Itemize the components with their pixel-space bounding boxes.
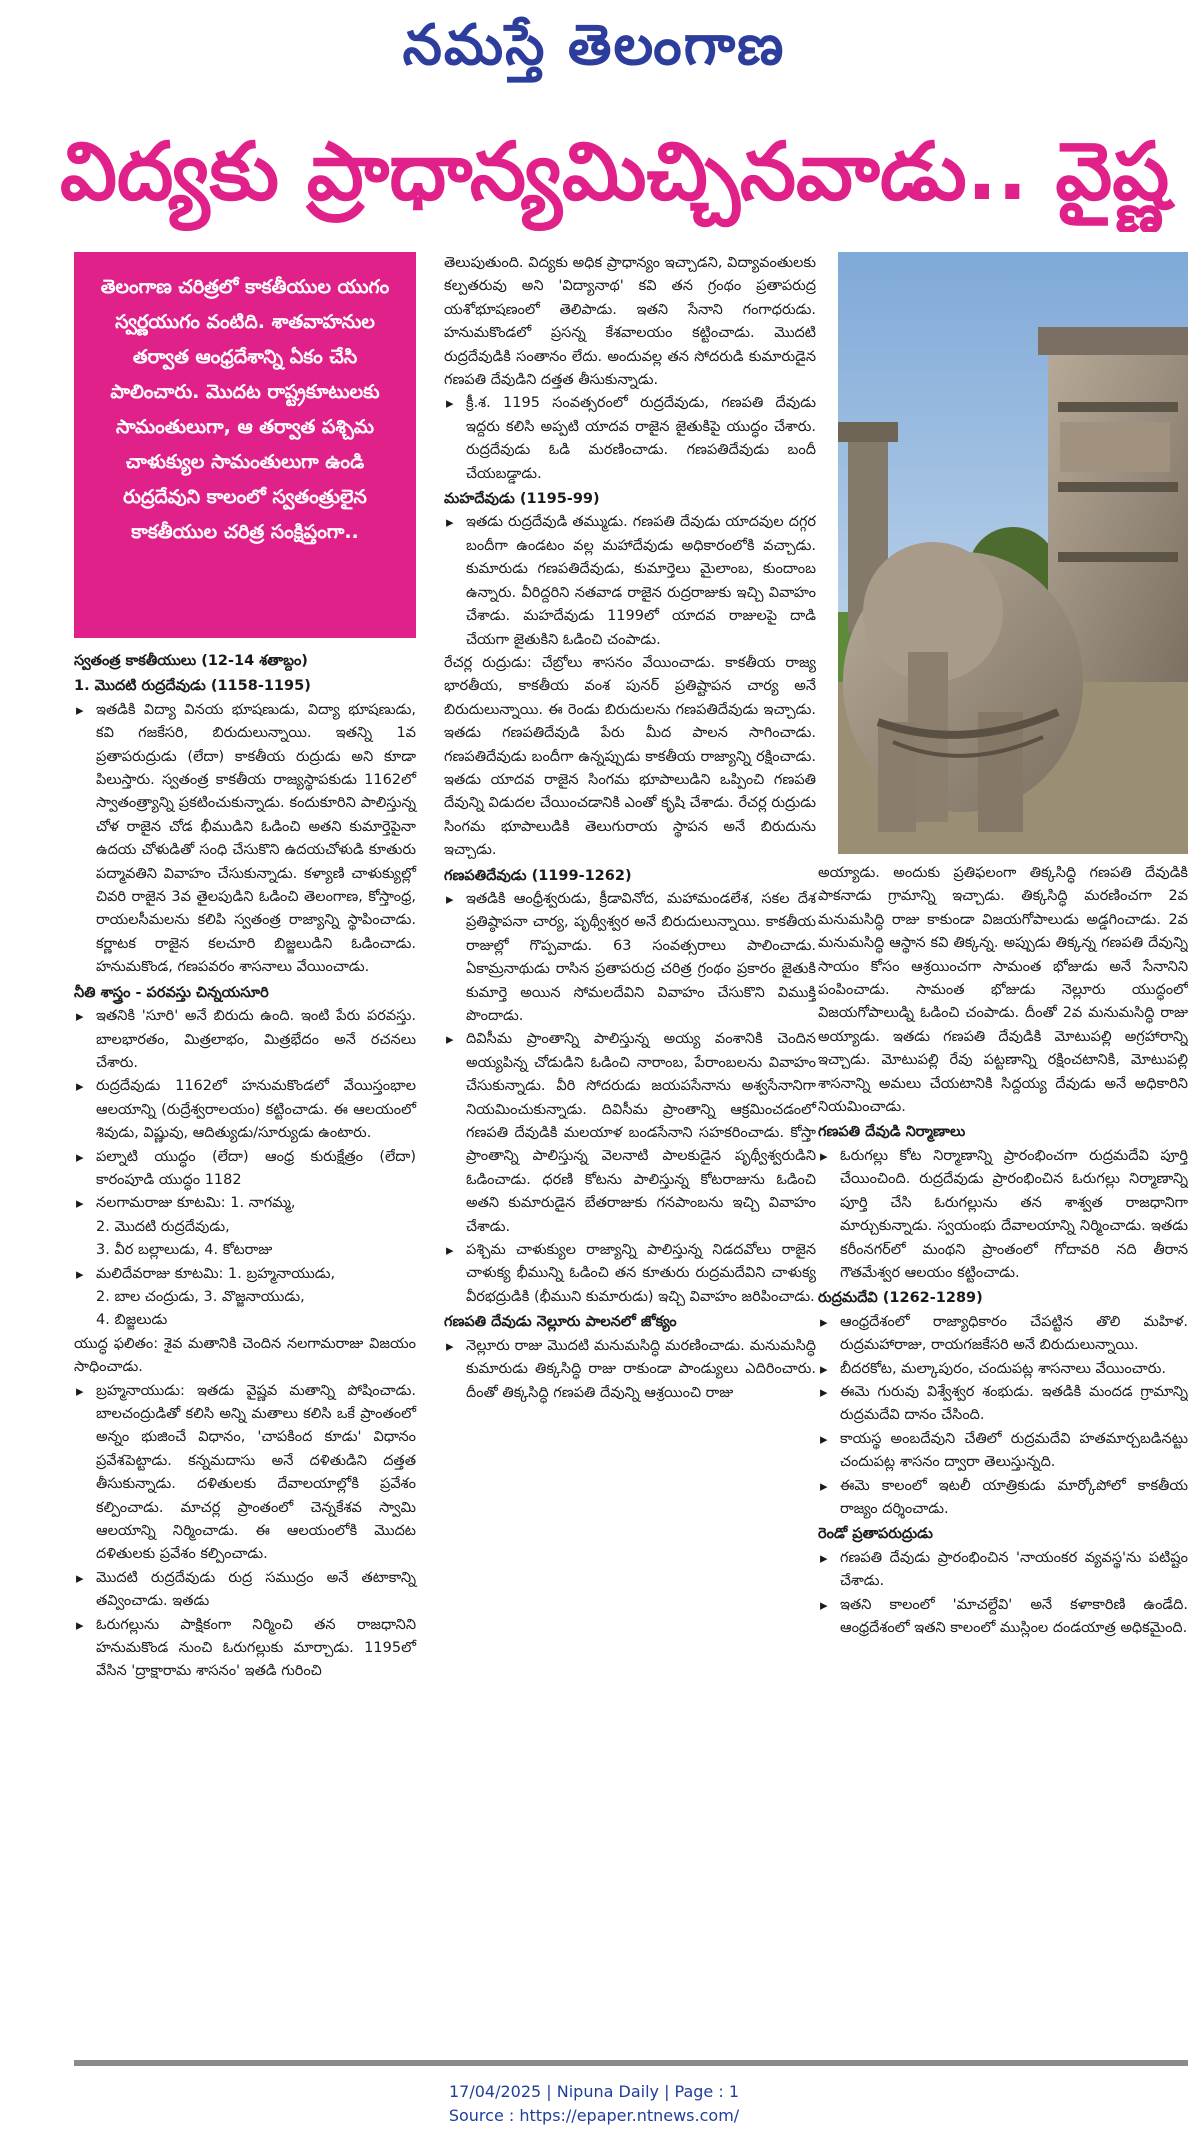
paragraph: 2. మొదటి రుద్రదేవుడు,: [96, 1218, 230, 1235]
bullet-paragraph: ▸ పశ్చిమ చాళుక్యుల రాజ్యాన్ని పాలిస్తున్న నిడదవోలు రాజైన చాళుక్య భీమున్ని ఓడించి తన కూతురు రుద్రమదేవిని చాళుక్య వీరభద్రుడికి (భీముని కుమారుడు) ఇచ్చి వివాహం జరిపించాడు.: [444, 1239, 816, 1309]
bullet-paragraph: ▸ మొదటి రుద్రదేవుడు రుద్ర సముద్రం అనే తటాకాన్ని తవ్వించాడు. ఇతడు: [74, 1567, 416, 1614]
footer-rule: [74, 2060, 1188, 2066]
intro-box: తెలంగాణ చరిత్రలో కాకతీయుల యుగం స్వర్ణయుగం వంటిది. శాతవాహనుల తర్వాత ఆంధ్రదేశాన్ని ఏకం చేసి పాలించారు. మొదట రాష్ట్రకూటులకు సామంతులుగా, ఆ తర్వాత పశ్చిమ చాళుక్యుల సామంతులుగా ఉండి రుద్రదేవుని కాలంలో స్వతంత్రులైన కాకతీయుల చరిత్ర సంక్షిప్తంగా..: [74, 252, 416, 638]
bullet-paragraph: ▸ ఆంధ్రదేశంలో రాజ్యాధికారం చేపట్టిన తొలి మహిళ. రుద్రమహారాజు, రాయగజకేసరి అనే బిరుదులున్నాయి.: [818, 1311, 1188, 1358]
bullet-paragraph: ▸ బీదరకోట, మల్కాపురం, చందుపట్ల శాసనాలు వేయించారు.: [818, 1358, 1188, 1381]
paragraph: తెలుపుతుంది. విద్యకు అధిక ప్రాధాన్యం ఇచ్చాడని, విద్యావంతులకు కల్పతరువు అని 'విద్యానాథ' కవి తన గ్రంథం ప్రతాపరుద్ర యశోభూషణంలో తెలిపాడు. ఇతని సేనాని గంగాధరుడు. హనుమకొండలో ప్రసన్న కేశవాలయం కట్టించాడు. మొదటి రుద్రదేవుడికి సంతానం లేదు. అందువల్ల తన సోదరుడి కుమారుడైన గణపతి దేవుడిని దత్తత తీసుకున్నాడు.: [444, 255, 816, 389]
bullet-paragraph: ▸ ఈమె కాలంలో ఇటలీ యాత్రికుడు మార్కోపోలో కాకతీయ రాజ్యం దర్శించాడు.: [818, 1475, 1188, 1522]
bullet-paragraph: ▸ ఇతడికి విద్యా వినయ భూషణుడు, విద్యా భూషణుడు, కవి గజకేసరి, బిరుదులున్నాయి. ఇతన్ని 1వ ప్రతాపరుద్రుడు (లేదా) కాకతీయ రుద్రుడు అని కూడా పిలుస్తారు. స్వతంత్ర కాకతీయ రాజ్యస్థాపకుడు 1162లో స్వాతంత్ర్యాన్ని ప్రకటించుకున్నాడు. కందుకూరిని పాలిస్తున్న చోళ రాజైన చోడ భీముడిని ఓడించి అతని కుమార్తెపైనా ఉదయ చోళుడితో సంధి చేసుకొని ఉదయచోళుడి కూతురు పద్మావతిని వివాహం చేసుకున్నాడు. కళ్యాణి చాళుక్యుల్లో చివరి రాజైన 3వ తైలపుడిని ఓడించి తెలంగాణ, కోస్తాంధ్ర, రాయలసీమలను కలిపి స్వతంత్ర రాజ్యాన్ని స్థాపించాడు. కర్ణాటక రాజైన కలచూరి బిజ్జలుడిని ఓడించాడు. హనుమకొండ, గణపవరం శాసనాలు వేయించాడు.: [74, 699, 416, 980]
bullet-paragraph: ▸ ఇతడికి ఆంధ్రీశ్వరుడు, క్రీడావినోద, మహామండలేశ, సకల దేశ ప్రతిష్ఠాపనా చార్య, పృథ్వీశ్వర అనే బిరుదులున్నాయి. కాకతీయ రాజుల్లో గొప్పవాడు. 63 సంవత్సరాలు పాలించాడు. ఏకామ్రనాథుడు రాసిన ప్రతాపరుద్ర చరిత్ర గ్రంథం ప్రకారం జైతుకి కుమార్తె అయిన సోమలదేవిని వివాహం చేసుకొని విముక్తి పొందాడు.: [444, 888, 816, 1028]
elephant-statue-image: [838, 252, 1188, 854]
bullet-paragraph: ▸ నెల్లూరు రాజు మొదటి మనుమసిద్ధి మరణించాడు. మనుమసిద్ధి కుమారుడు తిక్కసిద్ధి రాజు రాకుండా పాండ్యులు ఎదిరించారు. దీంతో తిక్కసిద్ధి గణపతి దేవున్ని ఆశ్రయించి రాజు: [444, 1335, 816, 1405]
bullet-paragraph: ▸ దివిసీమ ప్రాంతాన్ని పాలిస్తున్న అయ్య వంశానికి చెందిన అయ్యపిన్న చోడుడిని ఓడించి నారాంబ, పేరాంబలను వివాహం చేసుకున్నాడు. వీరి సోదరుడు జయపసేనాను అశ్వసేనానిగా నియమించుకున్నాడు. దివిసీమ ప్రాంతాన్ని ఆక్రమించడంలో గణపతి దేవుడికి మలయాళ బండసేనాని సహకరించాడు. కోస్తా ప్రాంతాన్ని పాలిస్తున్న వెలనాటి పాలకుడైన పృథ్వీశ్వరుడిని ఓడించాడు. ధరణి కోటను పాలిస్తున్న కోటరాజును ఓడించి అతని కుమారుడైన బేతరాజుకు గనపాంబను ఇచ్చి వివాహం చేశాడు.: [444, 1028, 816, 1239]
section-heading: స్వతంత్ర కాకతీయులు (12-14 శతాబ్దం): [74, 653, 308, 669]
bullet-paragraph: ▸ నలగామరాజు కూటమి: 1. నాగమ్మ,: [74, 1192, 416, 1215]
bullet-paragraph: ▸ ఓరుగల్లు కోట నిర్మాణాన్ని ప్రారంభించగా రుద్రమదేవి పూర్తి చేయించింది. రుద్రదేవుడు ప్రారంభించిన ఓరుగల్లు నిర్మాణాన్ని పూర్తి చేసి ఓరుగల్లును తన శాశ్వత రాజధానిగా మార్చుకున్నాడు. స్వయంభు దేవాలయాన్ని నిర్మించాడు. ఇతడు కరీంనగర్‌లో మంథని ప్రాంతంలో గోదావరి నది తీరాన గౌతమేశ్వర ఆలయం కట్టించాడు.: [818, 1145, 1188, 1285]
section-heading: రెండో ప్రతాపరుద్రుడు: [818, 1526, 933, 1543]
section-heading: 1. మొదటి రుద్రదేవుడు (1158-1195): [74, 678, 311, 695]
footer-source-line: Source : https://epaper.ntnews.com/: [448, 2106, 740, 2125]
bullet-paragraph: ▸ ఓరుగల్లును పాక్షికంగా నిర్మించి తన రాజధానిని హనుమకొండ నుంచి ఓరుగల్లుకు మార్చాడు. 1195లో వేసిన 'ద్రాక్షారామ శాసనం' ఇతడి గురించి: [74, 1614, 416, 1684]
footer-date-line: 17/04/2025 | Nipuna Daily | Page : 1: [448, 2082, 740, 2101]
section-heading: గణపతి దేవుడి నిర్మాణాలు: [818, 1124, 966, 1141]
bullet-paragraph: ▸ మలిదేవరాజు కూటమి: 1. బ్రహ్మనాయుడు,: [74, 1263, 416, 1286]
footer: [0, 2080, 1188, 2128]
bullet-paragraph: ▸ బ్రహ్మనాయుడు: ఇతడు వైష్ణవ మతాన్ని పోషించాడు. బాలచంద్రుడితో కలిసి అన్ని మతాలు కలిసి ఒకే ప్రాంతంలో అన్నం భుజించే విధానం, 'చాపకింద కూడు' విధానం ప్రవేశపెట్టాడు. కన్నమదాసు అనే దళితుడిని దత్తత తీసుకున్నాడు. దళితులకు దేవాలయాల్లోకి ప్రవేశం కల్పించాడు. మాచర్ల ప్రాంతంలో చెన్నకేశవ స్వామి ఆలయాన్ని నిర్మించాడు. ఈ ఆలయంలోకి మొదట దళితులకు ప్రవేశం కల్పించాడు.: [74, 1380, 416, 1567]
temple-photo: [838, 252, 1188, 854]
section-heading: మహదేవుడు (1195-99): [444, 491, 600, 508]
paragraph: 3. వీర బల్లాలుడు, 4. కోటరాజు: [96, 1242, 273, 1259]
paragraph: యుద్ధ ఫలితం: శైవ మతానికి చెందిన నలగామరాజు విజయం సాధించాడు.: [74, 1335, 416, 1376]
section-heading: గణపతిదేవుడు (1199-1262): [444, 867, 632, 884]
bullet-paragraph: ▸ గణపతి దేవుడు ప్రారంభించిన 'నాయంకర వ్యవస్థ'ను పటిష్టం చేశాడు.: [818, 1547, 1188, 1594]
paragraph: 4. బిజ్జలుడు: [96, 1312, 168, 1329]
section-heading: రుద్రమదేవి (1262-1289): [818, 1290, 983, 1307]
headline: విద్యకు ప్రాధాన్యమిచ్చినవాడు.. వైష్ణ: [60, 125, 1170, 218]
bullet-paragraph: ▸ క్రీ.శ. 1195 సంవత్సరంలో రుద్రదేవుడు, గణపతి దేవుడు ఇద్దరు కలిసి అప్పటి యాదవ రాజైన జైతుకిపై యుద్ధం చేశారు. రుద్రదేవుడు ఓడి మరణించాడు. గణపతిదేవుడు బందీ చేయబడ్డాడు.: [444, 392, 816, 486]
bullet-paragraph: ▸ ఇతనికి 'సూరి' అనే బిరుదు ఉంది. ఇంటి పేరు పరవస్తు. బాలభారతం, మిత్రలాభం, మిత్రభేదం అనే రచనలు చేశారు.: [74, 1005, 416, 1075]
bullet-paragraph: ▸ ఇతడు రుద్రదేవుడి తమ్ముడు. గణపతి దేవుడు యాదవుల దగ్గర బందీగా ఉండటం వల్ల మహాదేవుడు అధికారంలోకి వచ్చాడు. కుమారుడు గణపతిదేవుడు, కుమార్తెలు మైలాంబ, కుందాంబ ఉన్నారు. వీరిద్దరిని నతవాడ రాజైన రుద్రరాజుకు ఇచ్చి వివాహం చేశాడు. మహదేవుడు 1199లో యాదవ రాజులపై దాడి చేయగా జైతుకిని ఓడించి చంపాడు.: [444, 511, 816, 651]
article-column-2: [444, 252, 816, 1405]
article-column-3: [818, 862, 1188, 1640]
masthead: [0, 0, 1188, 100]
paragraph: రేచర్ల రుద్రుడు: చేబ్రోలు శాసనం వేయించాడు. కాకతీయ రాజ్య భారతీయ, కాకతీయ వంశ పునర్ ప్రతిష్టాపన చార్య అనే బిరుదులున్నాయి. ఈ రెండు బిరుదులను గణపతిదేవుడు ఇచ్చాడు. ఇతడు గణపతిదేవుడి పేరు మీద పాలన సాగించాడు. గణపతిదేవుడు బందీగా ఉన్నప్పుడు కాకతీయ రాజ్యాన్ని రక్షించాడు. ఇతడు యాదవ రాజైన సింగమ భూపాలుడిని ఒప్పించి గణపతి దేవున్ని విడుదల చేయించడానికి ఎంతో కృషి చేశాడు. రేచర్ల రుద్రుడు సింగమ భూపాలుడికి తెలుగురాయ స్థాపన అనే బిరుదును ఇచ్చాడు.: [444, 654, 816, 859]
paragraph: 2. బాల చంద్రుడు, 3. వొజ్జనాయుడు,: [96, 1288, 305, 1305]
bullet-paragraph: ▸ ఈమె గురువు విశ్వేశ్వర శంభుడు. ఇతడికి మందడ గ్రామాన్ని రుద్రమదేవి దానం చేసింది.: [818, 1381, 1188, 1428]
bullet-paragraph: ▸ ఇతని కాలంలో 'మాచల్దేవి' అనే కళాకారిణి ఉండేది. ఆంధ్రదేశంలో ఇతని కాలంలో ముస్లింల దండయాత్ర అధికమైంది.: [818, 1594, 1188, 1641]
bullet-paragraph: ▸ కాయస్థ అంబదేవుని చేతిలో రుద్రమదేవి హతమార్చబడినట్టు చందుపట్ల శాసనం ద్వారా తెలుస్తున్నది.: [818, 1428, 1188, 1475]
section-heading: నీతి శాస్త్రం - పరవస్తు చిన్నయసూరి: [74, 984, 269, 1001]
bullet-paragraph: ▸ పల్నాటి యుద్ధం (లేదా) ఆంధ్ర కురుక్షేత్రం (లేదా) కారంపూడి యుద్ధం 1182: [74, 1146, 416, 1193]
bullet-paragraph: ▸ రుద్రదేవుడు 1162లో హనుమకొండలో వేయిస్తంభాల ఆలయాన్ని (రుద్రేశ్వరాలయం) కట్టించాడు. ఈ ఆలయంలో శివుడు, విష్ణువు, ఆదిత్యుడు/సూర్యుడు ఉంటారు.: [74, 1075, 416, 1145]
paragraph: అయ్యాడు. అందుకు ప్రతిఫలంగా తిక్కసిద్ధి గణపతి దేవుడికి పాకనాడు గ్రామాన్ని ఇచ్చాడు. తిక్కసిద్ధి మరణించగా 2వ మనుమసిద్ధి రాజు కాకుండా విజయగోపాలుడు అడ్డగించాడు. 2వ మనుమసిద్ధి ఆస్థాన కవి తిక్కన్న. అప్పుడు తిక్కన్న గణపతి దేవున్ని సాయం కోసం ఆశ్రయించగా సామంత భోజుడు అనే సేనానిని పంపించాడు. సామంత భోజుడు నెల్లూరు యుద్ధంలో విజయగోపాలుడ్ని ఓడించి చంపాడు. దీంతో 2వ మనుమసిద్ధి రాజు అయ్యాడు. ఇతడు గణపతి దేవుడికి మోటుపల్లి అగ్రహారాన్ని ఇచ్చాడు. మోటుపల్లి రేవు పట్టణాన్ని రక్షించటానికి, మోటుపల్లి శాసనాన్ని అమలు చేయటానికి సిద్దయ్య దేవుడు అనే అధికారిని నియమించాడు.: [818, 865, 1188, 1116]
article-column-1: [74, 648, 416, 1684]
section-heading: గణపతి దేవుడు నెల్లూరు పాలనలో జోక్యం: [444, 1314, 677, 1331]
masthead-logo: నమస్తే తెలంగాణ: [402, 12, 786, 78]
